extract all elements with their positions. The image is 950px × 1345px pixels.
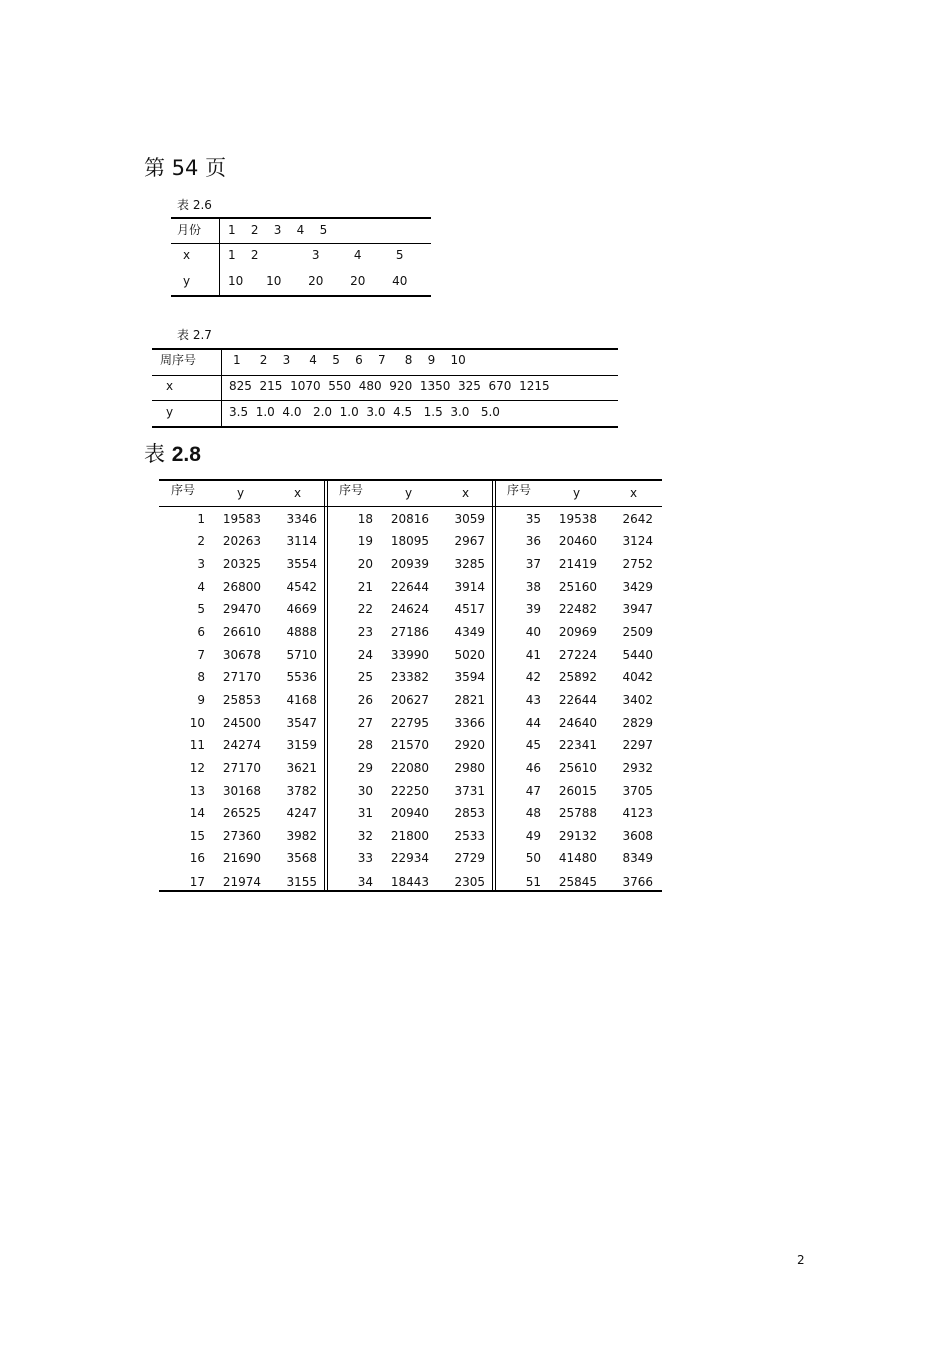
table-2-8-bottom-rule [159,890,662,892]
cell-x: 4669 [286,602,317,616]
cell-seq: 10 [189,716,205,730]
cell-seq: 27 [357,716,373,730]
cell-x: 5710 [286,648,317,662]
cell-x: 3346 [286,512,317,526]
cell-y: 30168 [222,784,261,798]
cell-y: 20969 [558,625,597,639]
cell-x: 3366 [454,716,485,730]
cell-x: 4168 [286,693,317,707]
table-2-7-values: 3.5 1.0 4.0 2.0 1.0 3.0 4.5 1.5 3.0 5.0 [229,405,500,419]
cell-x: 2509 [622,625,653,639]
column-header-x: x [294,486,302,500]
cell-seq: 31 [357,806,373,820]
cell-y: 21419 [558,557,597,571]
cell-y: 20627 [390,693,429,707]
cell-y: 27186 [390,625,429,639]
cell-seq: 18 [357,512,373,526]
cell-y: 24640 [558,716,597,730]
cell-y: 25853 [222,693,261,707]
cell-x: 3285 [454,557,485,571]
cell-y: 25788 [558,806,597,820]
cell-y: 24274 [222,738,261,752]
cell-seq: 45 [525,738,541,752]
cell-y: 22934 [390,851,429,865]
cell-y: 27360 [222,829,261,843]
cell-y: 25160 [558,580,597,594]
table-2-6-values: 1 2 3 4 5 [228,223,328,237]
cell-x: 3114 [286,534,317,548]
column-header-seq: 序号 [171,483,196,497]
cell-seq: 8 [197,670,205,684]
table-2-6-divider [219,218,220,296]
cell-x: 3155 [286,875,317,889]
cell-x: 4888 [286,625,317,639]
cell-x: 3621 [286,761,317,775]
cell-y: 20816 [390,512,429,526]
cell-x: 3766 [622,875,653,889]
cell-x: 2853 [454,806,485,820]
cell-seq: 4 [197,580,205,594]
cell-x: 5440 [622,648,653,662]
cell-x: 3782 [286,784,317,798]
page-number: 2 [797,1253,805,1267]
cell-y: 26610 [222,625,261,639]
cell-seq: 41 [525,648,541,662]
cell-seq: 6 [197,625,205,639]
cell-x: 3554 [286,557,317,571]
cell-y: 20263 [222,534,261,548]
table-2-7-caption: 表 2.7 [177,328,212,342]
cell-seq: 17 [189,875,205,889]
cell-x: 3608 [622,829,653,843]
cell-seq: 43 [525,693,541,707]
cell-seq: 51 [525,875,541,889]
cell-seq: 32 [357,829,373,843]
cell-seq: 3 [197,557,205,571]
cell-y: 26800 [222,580,261,594]
cell-x: 3429 [622,580,653,594]
table-2-6-header-rule [171,243,431,244]
cell-seq: 7 [197,648,205,662]
cell-seq: 34 [357,875,373,889]
cell-y: 22250 [390,784,429,798]
cell-y: 22080 [390,761,429,775]
column-header-x: x [462,486,470,500]
cell-seq: 37 [525,557,541,571]
cell-y: 25610 [558,761,597,775]
cell-seq: 46 [525,761,541,775]
table-2-7-divider [221,349,222,427]
cell-seq: 21 [357,580,373,594]
cell-x: 3594 [454,670,485,684]
cell-y: 21690 [222,851,261,865]
table-2-8-caption-prefix: 表 [144,442,165,466]
table-2-6-bottom-rule [171,295,431,297]
cell-seq: 42 [525,670,541,684]
page-heading: 第 54 页 [144,156,227,180]
cell-x: 3124 [622,534,653,548]
cell-x: 4349 [454,625,485,639]
cell-x: 2752 [622,557,653,571]
cell-y: 25845 [558,875,597,889]
table-2-6-values: 10 10 20 20 40 [228,274,408,288]
cell-seq: 12 [189,761,205,775]
cell-x: 2932 [622,761,653,775]
table-2-7-values: 1 2 3 4 5 6 7 8 9 10 [233,353,466,367]
cell-y: 27170 [222,761,261,775]
cell-seq: 28 [357,738,373,752]
cell-seq: 39 [525,602,541,616]
cell-x: 4123 [622,806,653,820]
column-header-y: y [573,486,581,500]
cell-seq: 5 [197,602,205,616]
cell-y: 19538 [558,512,597,526]
cell-seq: 15 [189,829,205,843]
cell-seq: 26 [357,693,373,707]
cell-y: 20325 [222,557,261,571]
cell-x: 5020 [454,648,485,662]
cell-seq: 19 [357,534,373,548]
cell-y: 29470 [222,602,261,616]
cell-y: 26525 [222,806,261,820]
table-2-6-values: 1 2 3 4 5 [228,248,404,262]
cell-x: 2829 [622,716,653,730]
cell-y: 23382 [390,670,429,684]
cell-y: 22644 [558,693,597,707]
cell-y: 22482 [558,602,597,616]
cell-seq: 2 [197,534,205,548]
cell-seq: 47 [525,784,541,798]
column-header-seq: 序号 [507,483,532,497]
cell-x: 4247 [286,806,317,820]
cell-seq: 24 [357,648,373,662]
cell-x: 2967 [454,534,485,548]
cell-seq: 40 [525,625,541,639]
table-2-6-label: x [183,248,191,262]
cell-x: 2533 [454,829,485,843]
cell-y: 25892 [558,670,597,684]
table-2-8-caption [144,438,201,468]
cell-seq: 22 [357,602,373,616]
cell-seq: 48 [525,806,541,820]
cell-seq: 36 [525,534,541,548]
cell-x: 3547 [286,716,317,730]
table-2-7-label: y [166,405,174,419]
cell-y: 33990 [390,648,429,662]
cell-y: 21800 [390,829,429,843]
cell-seq: 33 [357,851,373,865]
cell-seq: 9 [197,693,205,707]
cell-y: 24500 [222,716,261,730]
table-2-8-header-rule [159,506,662,507]
cell-seq: 16 [189,851,205,865]
cell-y: 22341 [558,738,597,752]
cell-x: 2980 [454,761,485,775]
cell-seq: 20 [357,557,373,571]
cell-x: 3947 [622,602,653,616]
cell-x: 3159 [286,738,317,752]
cell-y: 24624 [390,602,429,616]
cell-x: 3731 [454,784,485,798]
cell-x: 2642 [622,512,653,526]
cell-seq: 35 [525,512,541,526]
cell-seq: 29 [357,761,373,775]
cell-x: 4042 [622,670,653,684]
cell-y: 21974 [222,875,261,889]
cell-x: 3705 [622,784,653,798]
cell-y: 30678 [222,648,261,662]
cell-y: 18095 [390,534,429,548]
cell-seq: 30 [357,784,373,798]
cell-seq: 49 [525,829,541,843]
column-header-seq: 序号 [339,483,364,497]
cell-y: 41480 [558,851,597,865]
table-2-6-top-rule [171,217,431,219]
cell-y: 22795 [390,716,429,730]
table-2-7-label: 周序号 [160,353,197,367]
table-2-8-caption-number: 2.8 [171,443,201,466]
column-header-y: y [405,486,413,500]
cell-seq: 13 [189,784,205,798]
cell-x: 4517 [454,602,485,616]
cell-seq: 14 [189,806,205,820]
cell-x: 4542 [286,580,317,594]
table-2-8-top-rule [159,479,662,481]
table-2-6-caption: 表 2.6 [177,198,212,212]
cell-seq: 50 [525,851,541,865]
cell-y: 27170 [222,670,261,684]
column-header-y: y [237,486,245,500]
cell-seq: 11 [189,738,205,752]
table-2-7-label: x [166,379,174,393]
cell-y: 21570 [390,738,429,752]
table-2-6-label: 月份 [177,223,202,237]
cell-x: 2297 [622,738,653,752]
cell-x: 3059 [454,512,485,526]
cell-seq: 23 [357,625,373,639]
cell-x: 5536 [286,670,317,684]
cell-seq: 1 [197,512,205,526]
cell-y: 20460 [558,534,597,548]
cell-y: 19583 [222,512,261,526]
cell-y: 29132 [558,829,597,843]
column-header-x: x [630,486,638,500]
cell-seq: 44 [525,716,541,730]
cell-y: 20940 [390,806,429,820]
cell-seq: 38 [525,580,541,594]
cell-y: 27224 [558,648,597,662]
cell-x: 3568 [286,851,317,865]
cell-y: 20939 [390,557,429,571]
cell-x: 8349 [622,851,653,865]
cell-x: 2821 [454,693,485,707]
cell-x: 3402 [622,693,653,707]
table-2-6-label: y [183,274,191,288]
cell-x: 3982 [286,829,317,843]
cell-y: 22644 [390,580,429,594]
cell-x: 2920 [454,738,485,752]
cell-y: 26015 [558,784,597,798]
cell-x: 3914 [454,580,485,594]
cell-x: 2729 [454,851,485,865]
cell-y: 18443 [390,875,429,889]
cell-seq: 25 [357,670,373,684]
cell-x: 2305 [454,875,485,889]
table-2-7-values: 825 215 1070 550 480 920 1350 325 670 1215 [229,379,550,393]
